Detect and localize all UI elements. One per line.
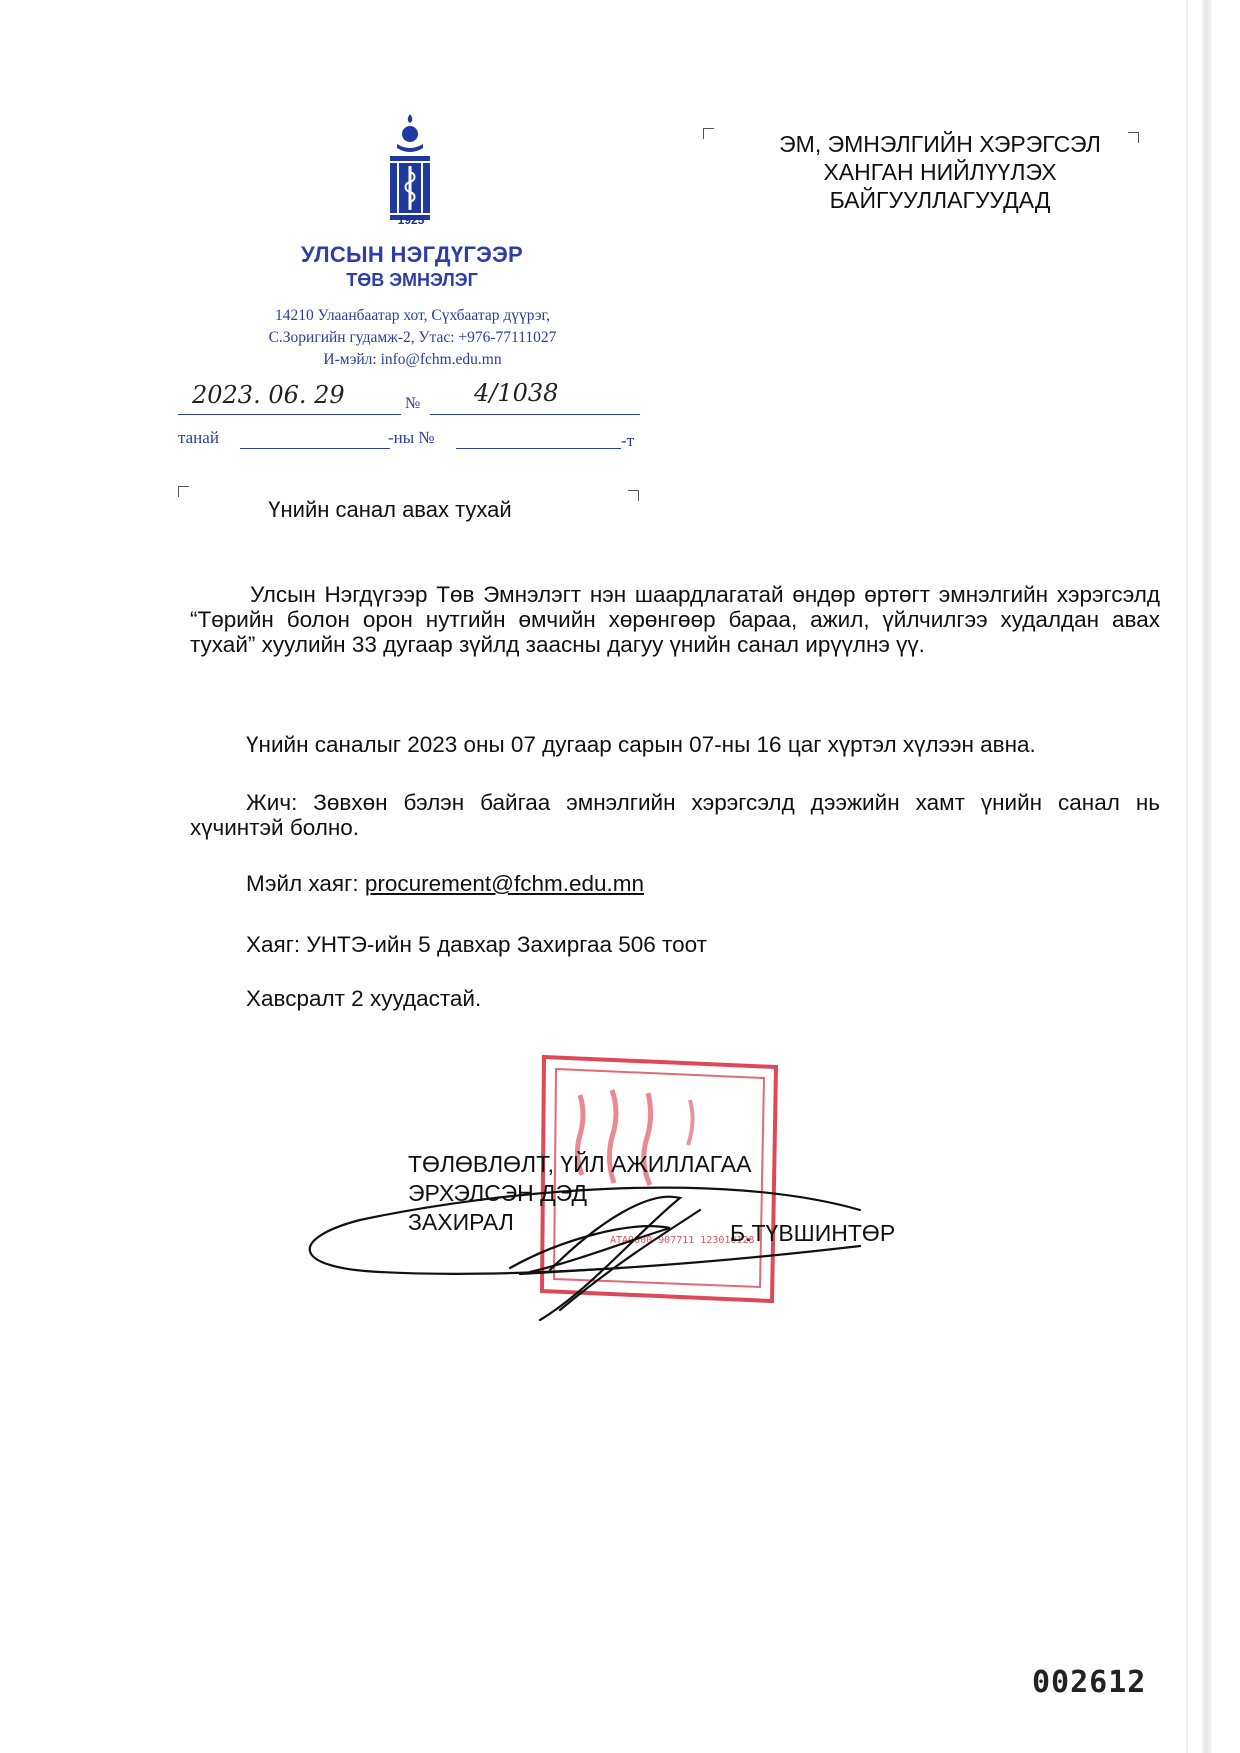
letter-subject: Үнийн санал авах тухай: [268, 497, 512, 522]
org-name-line1: УЛСЫН НЭГДҮГЭЭР: [300, 242, 524, 267]
reference-date-blank: [240, 448, 390, 449]
founding-year: 1925: [397, 213, 425, 227]
attachment-note: Хавсралт 2 хуудастай.: [246, 986, 482, 1011]
reference-number-blank: [456, 448, 621, 449]
number-underline: [430, 414, 640, 415]
procurement-email-link[interactable]: procurement@fchm.edu.mn: [364, 871, 645, 896]
recipient-block: [745, 130, 1135, 214]
recipient-corner-left: [703, 128, 714, 139]
signatory-name: Б.ТҮВШИНТӨР: [730, 1220, 896, 1246]
recipient-line3: БАЙГУУЛЛАГУУДАД: [829, 187, 1051, 213]
date-underline: [178, 414, 401, 415]
reference-your-label: танай: [178, 428, 219, 447]
handwritten-signature: [300, 1150, 920, 1330]
recipient-line2: ХАНГАН НИЙЛҮҮЛЭХ: [823, 159, 1057, 185]
signatory-title-line2: ЭРХЭЛСЭН ДЭД: [408, 1180, 588, 1206]
email-line: И-мэйл: info@fchm.edu.mn: [323, 351, 502, 368]
mail-label: Мэйл хаяг:: [246, 871, 359, 896]
registration-number: 4/1038: [474, 379, 559, 407]
registration-number-label: №: [405, 395, 421, 412]
stamp-text: ATA9000 907711 123010128: [610, 1235, 755, 1246]
page-edge-line: [1186, 0, 1188, 1753]
registration-date: 2023. 06. 29: [192, 381, 345, 409]
office-address: Хаяг: УНТЭ-ийн 5 давхар Захиргаа 506 тоот: [246, 932, 707, 957]
signatory-title-line3: ЗАХИРАЛ: [408, 1209, 514, 1235]
reference-suffix: -т: [621, 431, 635, 450]
body-paragraph-3: Жич: Зөвхөн бэлэн байгаа эмнэлгийн хэрэгсэлд дээжийн хамт үнийн санал нь хүчинтэй болно.: [190, 790, 1160, 840]
org-name-line2: ТӨВ ЭМНЭЛЭГ: [346, 270, 478, 290]
signatory-title-line1: ТӨЛӨВЛӨЛТ, ҮЙЛ АЖИЛЛАГАА: [408, 1151, 752, 1177]
reference-number-label: -ны №: [388, 428, 435, 447]
subject-corner-left: [178, 486, 189, 497]
body-paragraph-2: Үнийн саналыг 2023 оны 07 дугаар сарын 07-ны 16 цаг хүртэл хүлээн авна.: [246, 732, 1036, 757]
serial-number: 002612: [1032, 1665, 1147, 1700]
reference-line: [178, 428, 640, 458]
subject-corner-right: [628, 490, 639, 501]
recipient-line1: ЭМ, ЭМНЭЛГИЙН ХЭРЭГСЭЛ: [779, 131, 1101, 157]
body-paragraph-1: Улсын Нэгдүгээр Төв Эмнэлэгт нэн шаардлагатай өндөр өртөгт эмнэлгийн хэрэгсэлд “Төрийн болон орон нутгийн өмчийн хөрөнгөөр бараа, ажил, үйлчилгээ худалдан авах тухай” хуулийн 33 дугаар зүйлд заасны дагуу үнийн санал ирүүлнэ үү.: [190, 582, 1160, 657]
registration-line: [178, 381, 640, 421]
page-edge-shadow: [1202, 0, 1212, 1753]
address-line1: 14210 Улаанбаатар хот, Сүхбаатар дүүрэг,: [274, 307, 551, 324]
address-line2: С.Зоригийн гудамж-2, Утас: +976-77111027: [268, 329, 557, 346]
mail-line: [246, 871, 946, 896]
